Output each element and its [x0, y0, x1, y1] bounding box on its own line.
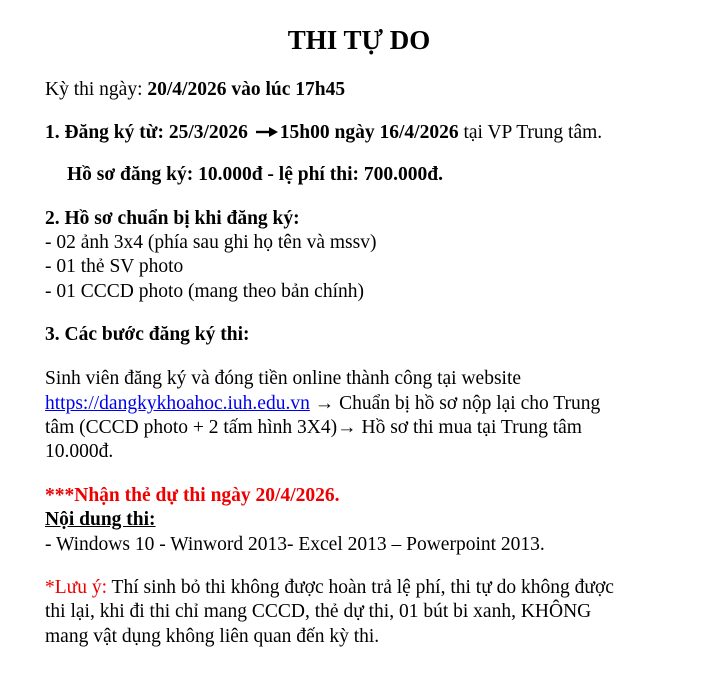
registration-start: 1. Đăng ký từ: 25/3/2026 [45, 121, 248, 143]
note-line-3: mang vật dụng không liên quan đến kỳ thi. [45, 626, 380, 647]
note-line-2: thi lại, khi đi thi chỉ mang CCCD, thẻ dự thi, 01 bút bi xanh, KHÔNG [45, 601, 592, 622]
registration-website-link[interactable]: https://dangkykhoahoc.iuh.edu.vn [45, 393, 310, 414]
exam-date-line [45, 78, 345, 102]
exam-date-value: 20/4/2026 vào lúc 17h45 [147, 79, 346, 100]
content-item: - Windows 10 - Winword 2013- Excel 2013 – Powerpoint 2013. [45, 534, 545, 555]
list-item: - 01 thẻ SV photo [45, 256, 184, 277]
section3-heading [45, 323, 250, 347]
page-title: THI TỰ DO [287, 25, 431, 55]
steps-line-2 [45, 392, 600, 416]
registration-period-line [45, 120, 602, 147]
steps-line-4: 10.000đ. [45, 441, 114, 462]
arrow-right-icon [256, 120, 278, 144]
steps-line-3: tâm (CCCD photo + 2 tấm hình 3X4)→ Hồ sơ thi mua tại Trung tâm [45, 417, 582, 438]
content-heading [45, 508, 156, 532]
section3-heading-text: 3. Các bước đăng ký thi: [45, 324, 250, 345]
list-item: - 02 ảnh 3x4 (phía sau ghi họ tên và mssv) [45, 232, 377, 253]
registration-end: 15h00 ngày 16/4/2026 [279, 121, 459, 143]
steps-line-1: Sinh viên đăng ký và đóng tiền online thành công tại website [45, 368, 522, 389]
fees-line [67, 163, 443, 187]
registration-location: tại VP Trung tâm. [458, 121, 603, 143]
exam-card-notice [45, 484, 340, 508]
list-item: - 01 CCCD photo (mang theo bản chính) [45, 281, 364, 302]
note-line-1-text: Thí sinh bỏ thi không được hoàn trả lệ phí, thi tự do không được [107, 577, 614, 598]
section2-heading [45, 207, 300, 231]
content-heading-text: Nội dung thi: [45, 509, 156, 530]
steps-line-2-rest: → Chuẩn bị hồ sơ nộp lại cho Trung [309, 393, 601, 414]
note-label: *Lưu ý: [45, 577, 108, 598]
note-line-1 [45, 576, 614, 600]
section2-heading-text: 2. Hồ sơ chuẩn bị khi đăng ký: [45, 208, 300, 229]
exam-card-notice-text: ***Nhận thẻ dự thi ngày 20/4/2026. [45, 485, 340, 506]
exam-date-label: Kỳ thi ngày: [45, 79, 143, 100]
fees-text: Hồ sơ đăng ký: 10.000đ - lệ phí thi: 700.000đ. [67, 164, 443, 185]
